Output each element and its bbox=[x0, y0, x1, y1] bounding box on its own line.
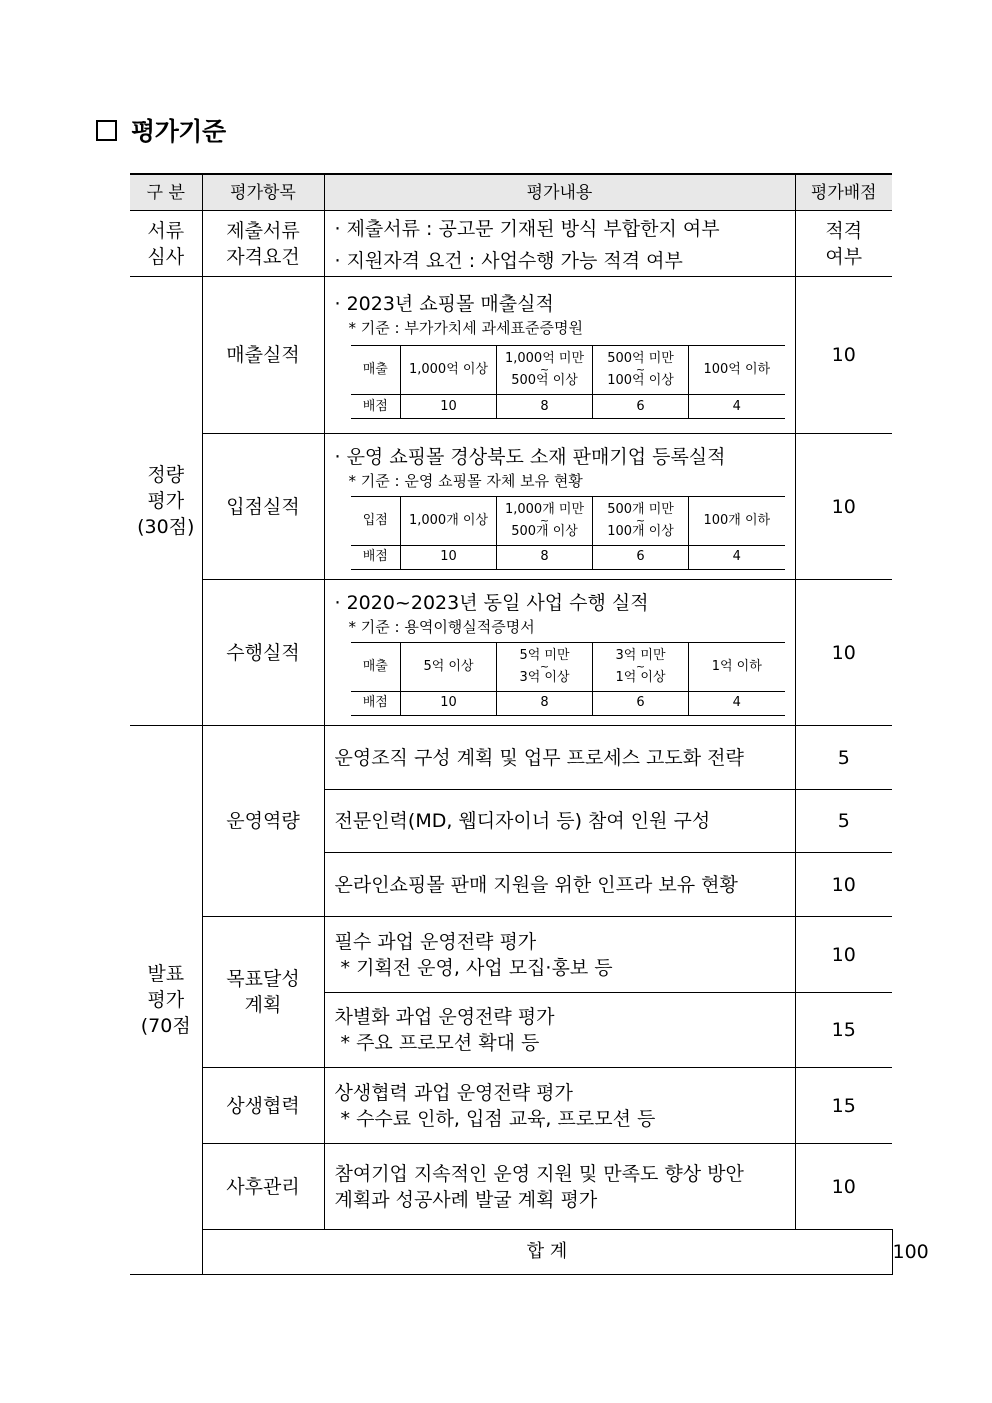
content-line: · 운영 쇼핑몰 경상북도 소재 판매기업 등록실적 bbox=[334, 445, 726, 468]
item-text: 목표달성 bbox=[226, 968, 300, 990]
performance-row bbox=[130, 580, 892, 726]
category-document-review bbox=[130, 211, 202, 277]
points-cell: 6 bbox=[593, 691, 689, 715]
tier-cell bbox=[497, 642, 593, 691]
points-row-label: 배점 bbox=[351, 691, 401, 715]
content-line: · 2023년 쇼핑몰 매출실적 bbox=[334, 293, 554, 315]
score-aftercare: 10 bbox=[795, 1144, 892, 1230]
content-sales bbox=[324, 277, 795, 434]
tier-cell: 5억 이상 bbox=[401, 642, 497, 691]
category-text: 심사 bbox=[147, 245, 185, 268]
points-cell: 8 bbox=[497, 545, 593, 569]
content-line: * 기획전 운영, 사업 모집·홍보 등 bbox=[334, 956, 613, 979]
content-aftercare bbox=[324, 1144, 795, 1230]
category-text: (70점 bbox=[140, 1015, 191, 1037]
sales-row bbox=[130, 277, 892, 434]
header-content: 평가내용 bbox=[324, 174, 795, 211]
header-score: 평가배점 bbox=[795, 174, 892, 211]
total-row: 합 계 100 bbox=[130, 1230, 892, 1275]
tier-upper: 1,000억 미만 bbox=[504, 351, 585, 366]
content-stores bbox=[324, 434, 795, 580]
cooperation-row bbox=[130, 1068, 892, 1144]
category-quantitative bbox=[130, 277, 202, 726]
content-operations-3: 온라인쇼핑몰 판매 지원을 위한 인프라 보유 현황 bbox=[324, 853, 795, 917]
tier-cell: 100억 이하 bbox=[689, 346, 785, 395]
content-note: * 기준 : 용역이행실적증명서 bbox=[348, 617, 535, 636]
points-cell: 10 bbox=[401, 395, 497, 419]
tier-lower: 500억 이상 bbox=[511, 373, 578, 388]
content-operations-1: 운영조직 구성 계획 및 업무 프로세스 고도화 전략 bbox=[324, 726, 795, 790]
tier-cell: 1,000억 이상 bbox=[401, 346, 497, 395]
tier-cell bbox=[497, 346, 593, 395]
item-text: 제출서류 bbox=[226, 219, 300, 242]
points-cell: 8 bbox=[497, 395, 593, 419]
category-text: 서류 bbox=[147, 219, 185, 242]
item-aftercare: 사후관리 bbox=[202, 1144, 324, 1230]
tier-cell: 1억 이하 bbox=[689, 642, 785, 691]
header-item: 평가항목 bbox=[202, 174, 324, 211]
tier-lower: 3억 이상 bbox=[519, 669, 570, 685]
points-cell: 4 bbox=[689, 691, 785, 715]
tier-upper: 5억 미만 bbox=[519, 647, 570, 663]
points-cell: 4 bbox=[689, 545, 785, 569]
score-operations-3: 10 bbox=[795, 853, 892, 917]
tier-cell bbox=[593, 642, 689, 691]
aftercare-row bbox=[130, 1144, 892, 1230]
score-operations-2: 5 bbox=[795, 790, 892, 853]
category-presentation bbox=[130, 726, 202, 1275]
item-qualification bbox=[202, 211, 324, 277]
tier-cell: 100개 이하 bbox=[689, 496, 785, 545]
points-cell: 10 bbox=[401, 691, 497, 715]
points-cell: 6 bbox=[593, 545, 689, 569]
content-line: · 제출서류 : 공고문 기재된 방식 부합한지 여부 bbox=[334, 217, 720, 240]
tilde-symbol: ~ bbox=[539, 363, 550, 376]
tier-lower: 500개 이상 bbox=[511, 523, 578, 539]
score-operations-1: 5 bbox=[795, 726, 892, 790]
tier-upper: 500개 미만 bbox=[607, 501, 674, 517]
content-line: 참여기업 지속적인 운영 지원 및 만족도 향상 방안 bbox=[334, 1162, 744, 1185]
content-line: * 수수료 인하, 입점 교육, 프로모션 등 bbox=[334, 1107, 656, 1130]
item-cooperation: 상생협력 bbox=[202, 1068, 324, 1144]
tilde-symbol: ~ bbox=[635, 363, 646, 376]
content-qualification bbox=[324, 211, 795, 277]
score-performance: 10 bbox=[795, 580, 892, 726]
tier-upper: 1,000개 미만 bbox=[504, 501, 585, 517]
content-line: 차별화 과업 운영전략 평가 bbox=[334, 1006, 555, 1028]
content-note: * 기준 : 부가가치세 과세표준증명원 bbox=[348, 319, 583, 337]
header-category: 구 분 bbox=[130, 174, 202, 211]
category-text: 평가 bbox=[147, 989, 185, 1011]
content-performance bbox=[324, 580, 795, 726]
tilde-symbol: ~ bbox=[539, 513, 550, 527]
category-text: 발표 bbox=[147, 963, 185, 985]
points-cell: 10 bbox=[401, 545, 497, 569]
operations-row-1 bbox=[130, 726, 892, 790]
stores-row bbox=[130, 434, 892, 580]
header-row bbox=[130, 174, 892, 211]
tier-row-label: 입점 bbox=[351, 496, 401, 545]
category-text: 평가 bbox=[147, 490, 185, 512]
total-label: 합 계 bbox=[202, 1230, 892, 1275]
tilde-symbol: ~ bbox=[635, 659, 646, 673]
content-goals-2 bbox=[324, 993, 795, 1068]
content-operations-2: 전문인력(MD, 웹디자이너 등) 참여 인원 구성 bbox=[324, 790, 795, 853]
content-line: · 2020~2023년 동일 사업 수행 실적 bbox=[334, 591, 649, 614]
points-row-label: 배점 bbox=[351, 395, 401, 419]
tier-cell bbox=[593, 496, 689, 545]
item-performance: 수행실적 bbox=[202, 580, 324, 726]
content-note: * 기준 : 운영 쇼핑몰 자체 보유 현황 bbox=[348, 471, 583, 490]
tilde-symbol: ~ bbox=[635, 513, 646, 527]
section-title: 평가기준 bbox=[131, 117, 226, 146]
points-cell: 6 bbox=[593, 395, 689, 419]
category-text: (30점) bbox=[137, 516, 195, 538]
score-goals-1: 10 bbox=[795, 917, 892, 993]
goals-row-1 bbox=[130, 917, 892, 993]
score-cooperation: 15 bbox=[795, 1068, 892, 1144]
tier-lower: 100억 이상 bbox=[607, 373, 674, 388]
sales-tier-table bbox=[351, 345, 785, 419]
points-cell: 8 bbox=[497, 691, 593, 715]
tier-cell bbox=[593, 346, 689, 395]
score-qualification bbox=[795, 211, 892, 277]
tilde-symbol: ~ bbox=[539, 659, 550, 673]
item-sales: 매출실적 bbox=[202, 277, 324, 434]
item-operations: 운영역량 bbox=[202, 726, 324, 917]
content-cooperation bbox=[324, 1068, 795, 1144]
section-heading bbox=[96, 112, 226, 148]
content-goals-1 bbox=[324, 917, 795, 993]
tier-lower: 1억 이상 bbox=[615, 669, 666, 685]
item-text: 자격요건 bbox=[226, 245, 300, 268]
content-line: 필수 과업 운영전략 평가 bbox=[334, 930, 537, 953]
checkbox-square-icon bbox=[96, 120, 117, 141]
content-line: * 주요 프로모션 확대 등 bbox=[334, 1032, 540, 1054]
score-text: 적격 bbox=[825, 219, 863, 242]
points-cell: 4 bbox=[689, 395, 785, 419]
tier-cell bbox=[497, 496, 593, 545]
performance-tier-table bbox=[351, 642, 785, 716]
score-stores: 10 bbox=[795, 434, 892, 580]
evaluation-criteria-table bbox=[130, 173, 929, 1275]
tier-upper: 3억 미만 bbox=[615, 647, 666, 663]
tier-lower: 100개 이상 bbox=[607, 523, 674, 539]
tier-cell: 1,000개 이상 bbox=[401, 496, 497, 545]
stores-tier-table bbox=[351, 496, 785, 570]
item-goals bbox=[202, 917, 324, 1068]
content-line: 계획과 성공사례 발굴 계획 평가 bbox=[334, 1188, 598, 1211]
tier-row-label: 매출 bbox=[351, 346, 401, 395]
score-text: 여부 bbox=[825, 245, 863, 268]
tier-row-label: 매출 bbox=[351, 642, 401, 691]
item-text: 계획 bbox=[244, 994, 282, 1016]
category-text: 정량 bbox=[147, 464, 185, 486]
content-line: · 지원자격 요건 : 사업수행 가능 적격 여부 bbox=[334, 249, 683, 272]
score-goals-2: 15 bbox=[795, 993, 892, 1068]
item-stores: 입점실적 bbox=[202, 434, 324, 580]
score-sales: 10 bbox=[795, 277, 892, 434]
tier-upper: 500억 미만 bbox=[607, 351, 674, 366]
content-line: 상생협력 과업 운영전략 평가 bbox=[334, 1081, 573, 1104]
document-review-row bbox=[130, 211, 892, 277]
points-row-label: 배점 bbox=[351, 545, 401, 569]
